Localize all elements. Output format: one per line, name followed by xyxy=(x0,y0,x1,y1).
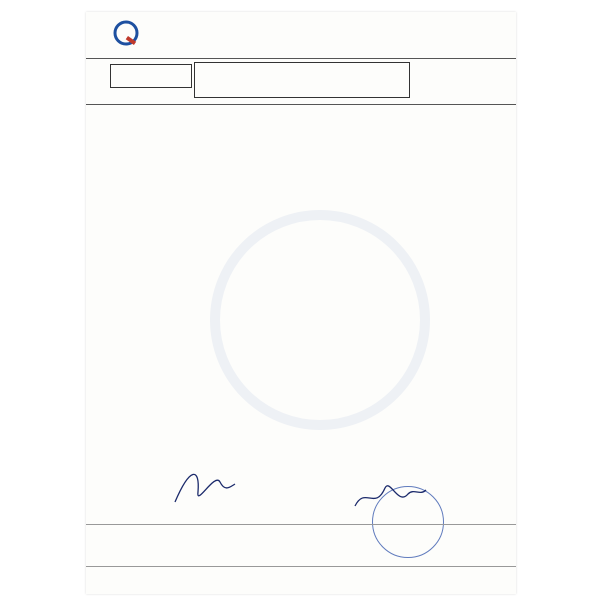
header-rule xyxy=(86,58,516,59)
footer-rule xyxy=(86,524,516,525)
left-signature-icon xyxy=(170,462,240,512)
watermark-logo xyxy=(210,210,430,430)
document-code xyxy=(110,64,192,88)
title-rule xyxy=(86,104,516,105)
address-rule xyxy=(86,566,516,567)
quatest-logo-icon xyxy=(106,20,146,46)
right-signature-icon xyxy=(350,476,430,516)
title-box xyxy=(194,62,410,98)
